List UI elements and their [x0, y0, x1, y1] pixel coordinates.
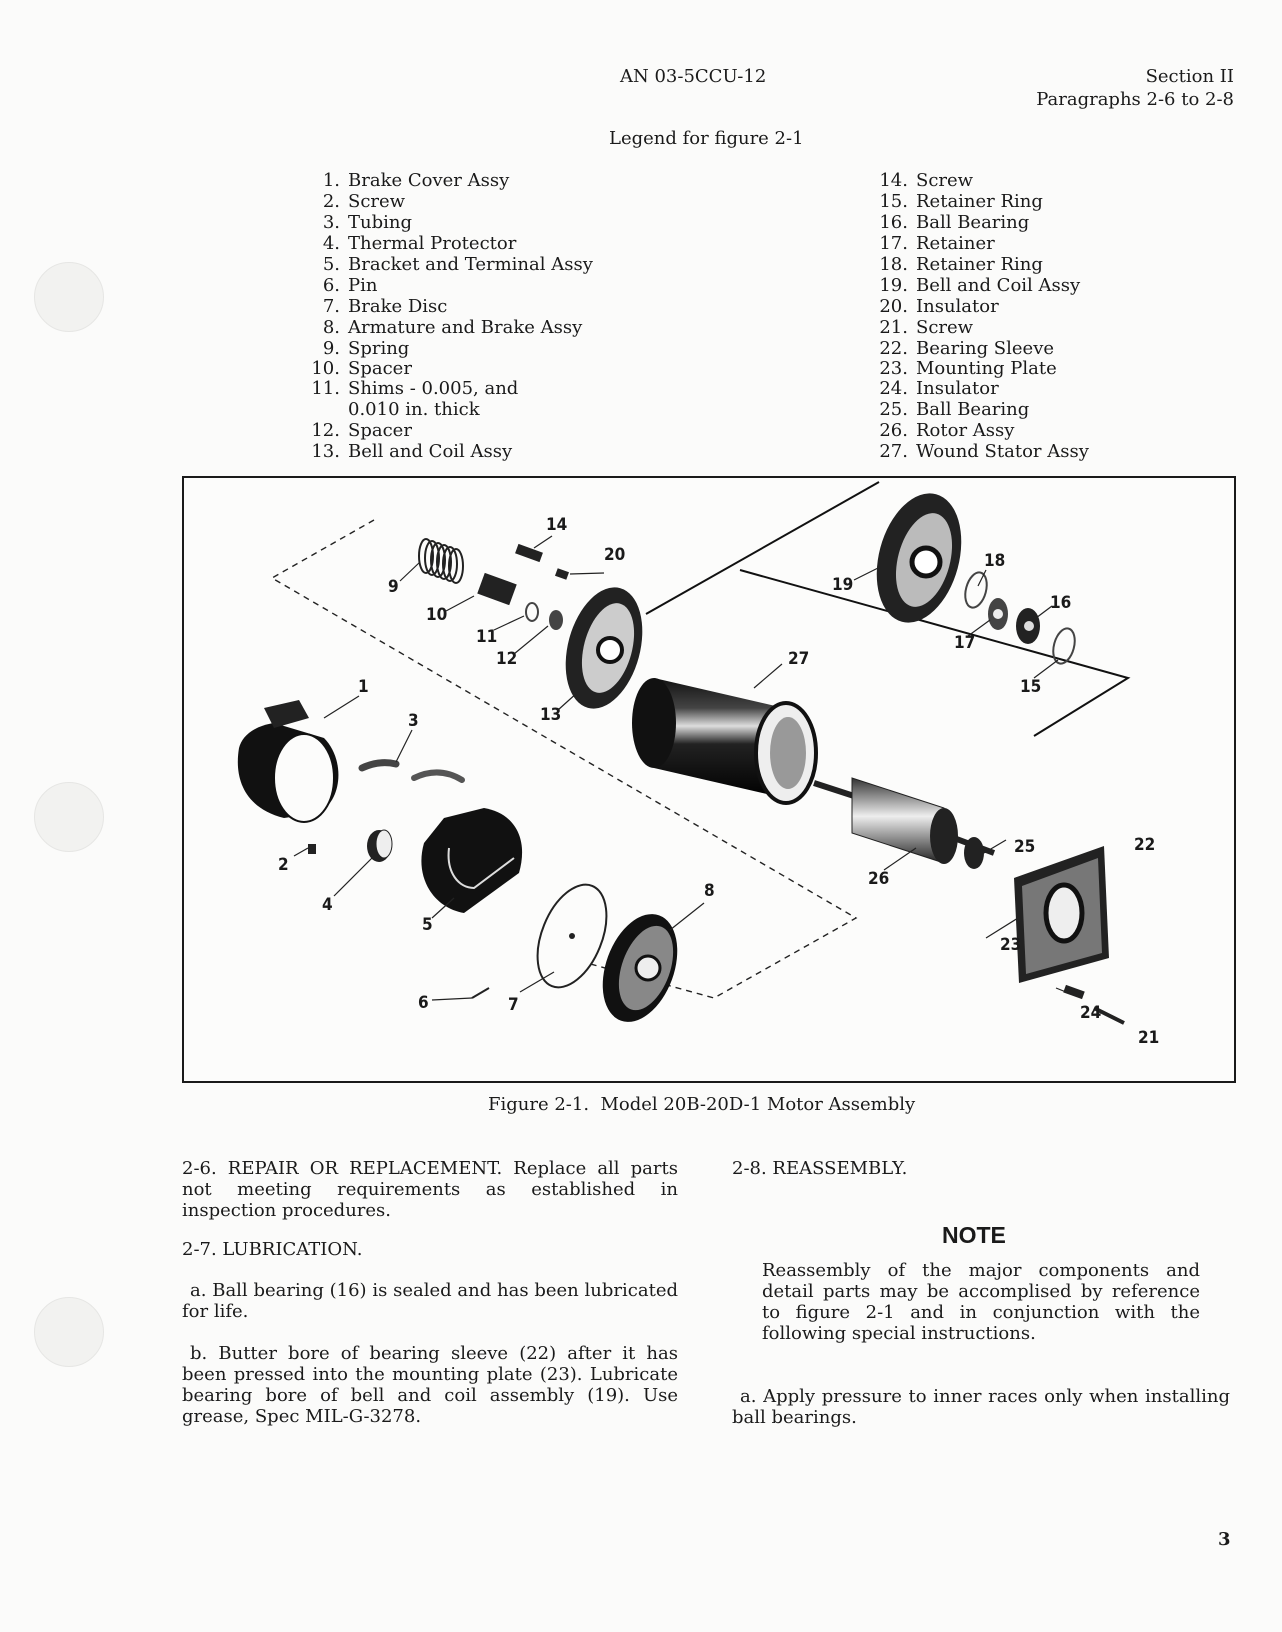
callout-1: 1 — [358, 677, 369, 697]
callout-3: 3 — [408, 711, 419, 731]
callout-22: 22 — [1134, 835, 1156, 855]
note-title: NOTE — [942, 1222, 1006, 1248]
figure-2-1-frame — [182, 476, 1236, 1083]
callout-12: 12 — [496, 649, 518, 669]
spring-part — [419, 539, 463, 583]
binder-hole-top — [34, 262, 104, 332]
section-label: Section II — [1145, 66, 1234, 87]
callout-17: 17 — [954, 633, 976, 653]
callout-10: 10 — [426, 605, 448, 625]
paragraph-2-6 — [182, 1158, 678, 1221]
callout-7: 7 — [508, 995, 519, 1015]
insulator-20-part — [555, 568, 569, 580]
callout-24: 24 — [1080, 1003, 1102, 1023]
callout-23: 23 — [1000, 935, 1022, 955]
spacer-12-part — [549, 610, 563, 630]
callout-18: 18 — [984, 551, 1006, 571]
callout-6: 6 — [418, 993, 429, 1013]
brake-cover-assy-part — [238, 700, 339, 822]
spacer-10-part — [477, 573, 516, 605]
tubing-part — [362, 763, 396, 768]
heading-2-8: 2-8. REASSEMBLY. — [732, 1158, 908, 1179]
heading-2-6: 2-6. REPAIR OR REPLACEMENT. — [182, 1158, 503, 1179]
shims-part — [526, 603, 538, 621]
paragraph-2-7-a: a. Ball bearing (16) is sealed and has been lubricated for life. — [182, 1280, 678, 1322]
callout-13: 13 — [540, 705, 562, 725]
callout-8: 8 — [704, 881, 715, 901]
wound-stator-assy-part — [632, 678, 816, 803]
paragraph-2-7-b: b. Butter bore of bearing sleeve (22) after it has been pressed into the mounting plate (23). Lubricate bearing bore of bell and coil assembly (19). Use grease, Spec MIL-G-3278. — [182, 1343, 678, 1427]
callout-4: 4 — [322, 895, 333, 915]
heading-2-7: 2-7. LUBRICATION. — [182, 1239, 363, 1260]
doc-number: AN 03-5CCU-12 — [620, 66, 767, 87]
callout-26: 26 — [868, 869, 890, 889]
callout-27: 27 — [788, 649, 810, 669]
bearing-sleeve-part — [1046, 885, 1082, 941]
callout-14: 14 — [546, 515, 568, 535]
screw-2-part — [308, 844, 316, 854]
callout-20: 20 — [604, 545, 626, 565]
note-text: Reassembly of the major components and detail parts may be accomplised by reference to figure 2-1 and in conjunction with the following special instructions. — [762, 1260, 1200, 1344]
text-2-6: Replace all parts not meeting requirements as established in inspection procedures. — [182, 1158, 678, 1221]
callout-5: 5 — [422, 915, 433, 935]
figure-caption: Figure 2-1. Model 20B-20D-1 Motor Assembly — [488, 1094, 916, 1115]
paragraphs-label: Paragraphs 2-6 to 2-8 — [1036, 89, 1234, 110]
callout-25: 25 — [1014, 837, 1036, 857]
callout-15: 15 — [1020, 677, 1042, 697]
retainer-ring-18-part — [962, 570, 991, 610]
mounting-plate-part — [1014, 846, 1109, 983]
binder-hole-middle — [34, 782, 104, 852]
callout-9: 9 — [388, 577, 399, 597]
legend-title: Legend for figure 2-1 — [609, 128, 804, 149]
screw-14-part — [515, 544, 543, 562]
pin-part — [472, 988, 489, 998]
binder-hole-bottom — [34, 1297, 104, 1367]
callout-16: 16 — [1050, 593, 1072, 613]
ball-bearing-25-part — [964, 837, 984, 869]
bracket-terminal-assy-part — [421, 808, 522, 913]
callout-11: 11 — [476, 627, 498, 647]
insulator-24-part — [1063, 985, 1085, 999]
callout-21: 21 — [1138, 1028, 1160, 1048]
callout-19: 19 — [832, 575, 854, 595]
paragraph-2-8-a: a. Apply pressure to inner races only when installing ball bearings. — [732, 1386, 1230, 1428]
exploded-motor-diagram — [184, 478, 1234, 1081]
page-number: 3 — [1218, 1529, 1231, 1550]
callout-2: 2 — [278, 855, 289, 875]
